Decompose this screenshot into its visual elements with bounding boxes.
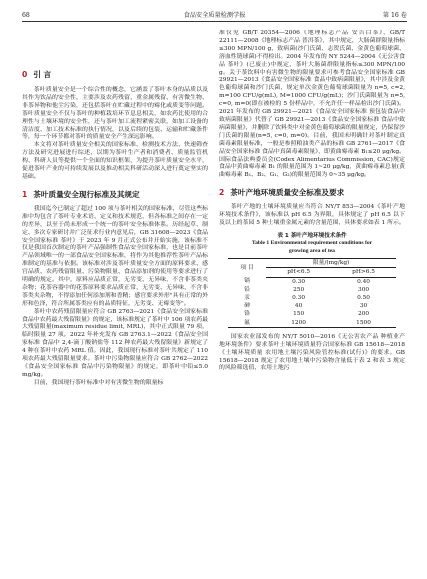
section-title: 茶叶质量安全现行标准及其规定 — [33, 189, 140, 199]
left-column — [22, 30, 208, 388]
table-cell-high: 30 — [359, 303, 368, 310]
table-caption-en-line2: growing area of tea — [289, 247, 335, 254]
table-header-ph-low: pH<6.5 — [266, 268, 331, 277]
table-row — [228, 319, 396, 328]
table-row — [228, 277, 396, 286]
section-heading-environment — [219, 188, 405, 197]
table-row — [228, 294, 396, 302]
table-caption — [219, 233, 405, 255]
table-cell-low: 250 — [293, 286, 305, 293]
paragraph: 本文将对茶叶质量安全相关的国家标准、检测技术方法、快速筛查方法及研究进展进行综述，以期为茶叶生产者和消费者、质量监管机构、科研人员等提供一个全面的知识框架，为提升茶叶质量安全水平，促进茶叶产业的可持续发展以及推动相关科研活动深入进行奠定坚实的基础。 — [22, 142, 208, 180]
table-cell-item: 铅 — [244, 286, 250, 293]
environment-limits-table — [228, 258, 396, 328]
section-title: 引 言 — [33, 70, 52, 79]
table-row — [228, 310, 396, 318]
table-row — [228, 286, 396, 294]
volume-label: 第 16 卷 — [382, 12, 407, 19]
table-cell-low: 40 — [294, 303, 303, 310]
right-column — [219, 30, 405, 373]
table-header-item: 项 目 — [228, 259, 266, 277]
section-title: 茶叶产地环境质量安全标准及要求 — [230, 188, 345, 198]
table-header-limit: 限量/(mg/kg) — [266, 259, 396, 268]
table-caption-en-line1: Table 1 Environmental requirement conditions for — [251, 240, 373, 247]
table-row — [228, 302, 396, 310]
table-cell-low: 150 — [293, 311, 305, 318]
table-cell-item: 汞 — [244, 294, 250, 301]
section-heading-standards — [22, 190, 208, 199]
table-cell-high: 300 — [358, 286, 370, 293]
paragraph: 准仅见 GB/T 20354—2006《地理标志产品 安吉白茶》、GB/T 22111—2008《地理标志产品 普洱茶》，其中规定，大肠菌群限量指标≤300 MPN/100 g，致病菌(沙门氏菌、志贺氏菌、金黄色葡萄球菌、溶血性链球菌)不得检出。2004 年发布的 NY 5244—2004《无公害食品 茶叶》(已废止)中规定，茶叶大肠菌群限量指标≤300 MPN/100 g。关于茶饮料中有害微生物的限量要求可参考食品安全国家标准 GB 29921—2013《食品安全国家标准 食品中致病菌限量》，其中涉及金黄色葡萄球菌和沙门氏菌，规定单次金黄色葡萄球菌限量为 n=5, c=2, m=100 CFU/g(mL), M=1000 CFU/g(mL)；沙门氏菌限量为 n=5, c=0, m=0(即在被检的 5 份样品中，不允许任一样品检出沙门氏菌)。2021 年发布的 GB 29921—2021《食品安全国家标准 预包装食品中致病菌限量》代替了 GB 29921—2013《食品安全国家标准 食品中致病菌限量》，并删除了饮料类中对金黄色葡萄球菌的限量规定，仍保留沙门氏菌的限量(n=5, c=0, m=0)。目前，我国未明确针对茶叶制定真菌毒素限量标准，一般是参照粮油类产品的标准 GB 2761—2017《食品安全国家标准 食品中真菌毒素限量》，即黄曲霉毒素 B₁≤20 μg/kg。国际食品法典委员会(Codex Alimentarius Commission, CAC)规定食品中黄曲霉毒素 B₁ 的限量范围为 1~20 μg/kg，黄曲霉毒素总量(黄曲霉毒素 B₁、B₂、G₁、G₂)的限量范围为 0~35 μg/kg。 — [219, 30, 405, 179]
section-number: 1 — [22, 189, 28, 199]
journal-title: 食品安全质量检测学报 — [183, 12, 246, 19]
table-cell-high: 1500 — [331, 319, 396, 328]
page-number: 68 — [22, 12, 30, 19]
table-cell-high: 0.50 — [357, 294, 370, 301]
table-cell-low: 0.30 — [292, 294, 306, 301]
running-header — [22, 10, 407, 22]
table-cell-item: 铬 — [244, 311, 250, 318]
table-caption-zh: 表 1 茶叶产地环境技术条件 — [277, 232, 347, 239]
paragraph: 我国迄今已制定了超过 100 项与茶叶相关的国家标准，尽管这些标准中均包含了茶叶专业术语、定义和技术规范，但各标准之间存在一定的差异，以至于尚未形成一个统一的茶叶安全标准体系。历经起草、制定、多次专家研讨并广泛征求行业内意见后，GB 31608—2023《食品安全国家标准 茶叶》于 2023 年 9 月正式公布并开始实施，该标准不仅是我国首次制定的茶叶产品强制性食品安全国家标准，也是目前茶叶产品领域唯一的一部食品安全国家标准，将作为其他推荐性茶叶产品标准制定的基准与依据。该标准对涉及茶叶质量安全方面的原料要求、感官品质、农药残留限量、污染物限量、食品添加剂的使用等要求进行了明确的规定。其中，原料应品质正常，无劣变、无异味，不含非茶类夹杂物；花茶容器中的花茶原料要求品质正常，无劣变、无异味，不含非茶类夹杂物，不得添加任何添加剂和香精；感官要求外形"具有正常的外形和色泽，符合所属茶类应有的品质特征，无劣变、无霉变等"。 — [22, 205, 208, 307]
table-cell-item: 镉 — [244, 278, 250, 285]
table-cell-high: 200 — [358, 311, 370, 318]
paragraph: 茶叶质量安全是一个综合性的概念，它涵盖了茶叶本身的品质以及其作为饮品的安全性，主要涉及农药残留、重金属残留、有害微生物、非茶异物和他尘污染，还包括茶叶在贮藏过程中的霉化或质变等问题。茶叶质量安全不仅与茶叶的种植栽培环节息息相关，如农药比使用的合理性与土壤环境的安全性，还与茶叶加工流程紧密关联，如加工设备的清洁度、加工技术标准的执行情况，以及后续的包装、运输和贮藏条件等，每一个环节都对茶叶的质量安全产生深远影响。 — [22, 87, 208, 141]
table-cell-high: 0.40 — [357, 278, 370, 285]
section-heading-introduction — [22, 70, 208, 79]
paragraph: 国家农业部发布的 NY/T 5010—2016《无公害农产品 种植业产地环境条件》要求茶叶土壤环境质量符合国家标准 GB 15618—2018《土壤环境质量 农用地土壤污染风险管控标准(试行)》的要求。GB 15618—2018 规定了农用地土壤中污染物含量低于表 2 和表 3 规定的风险筛选值，农用土地污 — [219, 333, 405, 372]
table-cell-item: 氟 — [228, 319, 266, 328]
paragraph: 茶叶中农药残留限量应符合 GB 2763—2021《食品安全国家标准 食品中农药最大残留限量》的规定，该标准规定了茶叶中 106 项农药最大残留限量(maximum residue limit, MRL)，其中正式限量 79 项，临时限量 27 项。2022 年补充发布 GB 2763.1—2022《食品安全国家标准 食品中 2,4-滴丁酸钠盐等 112 种农药最大残留限量》新规定了 4 种在茶叶中农药 MRL 值。因此，我国现行标准对茶叶共规定了 110 项农药最大残留限量要求。茶叶中污染物限量应符合 GB 2762—2022《食品安全国家标准 食品中污染物限量》的规定，即茶叶中铅≤5.0 mg/kg。 — [22, 308, 208, 378]
paragraph: 目前，我国现行茶叶标准中对有害微生物的限量标 — [33, 379, 164, 386]
table-header-ph-high: pH>6.5 — [331, 268, 396, 277]
table-cell-low: 0.30 — [292, 278, 306, 285]
section-number: 2 — [219, 188, 225, 198]
paragraph: 茶叶产地的土壤环境质量应当符合 NY/T 853—2004《茶叶产地环境技术条件》，该标准以 pH 6.5 为界限，具体规定了 pH 6.5 以下及以上的茶园 5 种土壤重金属元素的含量范围，具体要求如表 1 所示。 — [219, 204, 405, 227]
table-cell-low: 1200 — [266, 319, 331, 328]
table-cell-item: 砷 — [244, 303, 250, 310]
section-number: 0 — [22, 70, 28, 79]
